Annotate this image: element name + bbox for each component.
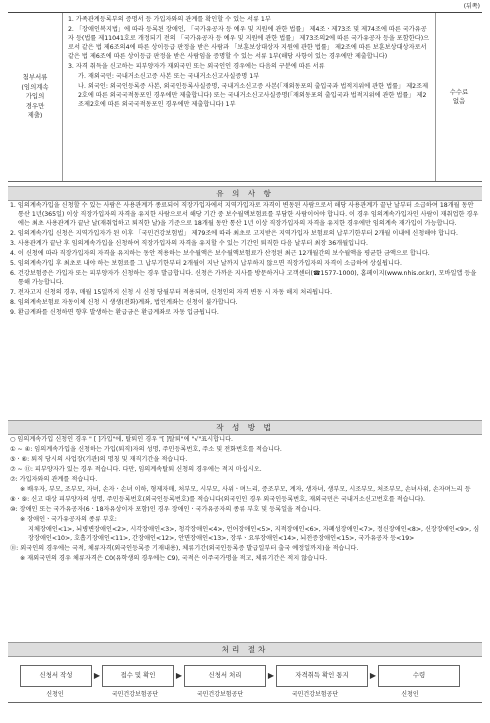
back-page-label: (뒤쪽) <box>463 3 480 10</box>
process-step: 신청서 처리 <box>184 665 266 687</box>
notes-title: 유 의 사 항 <box>8 186 482 201</box>
note-item: 8. 임의계속보험료 자동이체 신청 시 생생(전화)계좌, 법인계좌는 신청이 불가합니다. <box>10 298 238 306</box>
process-flow <box>20 665 470 687</box>
attachment-subitem: 나. 외국인: 외국인등록증 사본, 외국인등록사실증명, 국내거소신고증 사본(「재외동포의 출입국과 법적지위에 관한 법률」 제2조제2호에 따른 외국국적동포인 경우에만 제출합니다) 또는 국내거소신고사실증명(「재외동포의 출입국과 법적지위에 관한 법률」 제2조제2호에 따른 외국국적동포인 경우에만 제출합니다) 1부 <box>78 82 429 108</box>
process-actor: 신청인 <box>46 691 64 698</box>
note-item: 2. 임의계속가입 신청은 지역가입자가 된 이후 「국민건강보험법」 제79조에 따라 최초로 고지받은 지역가입자 보험료의 납부기한부터 2개월 이내에 신청해야 합니다. <box>10 229 459 237</box>
note-item: 3. 사용관계가 끝난 후 임의계속가입을 신청하여 직장가입자의 자격을 유지할 수 있는 기간인 퇴직한 다음 날부터 최장 36개월입니다. <box>10 239 369 247</box>
attachment-item: 1. 가족관계등록부의 증명서 등 가입자와의 관계를 확인할 수 있는 서류 1부 <box>68 16 271 23</box>
bottom-divider <box>8 702 482 703</box>
howto-item: ※ 장애인ㆍ국가유공자의 종류 부호: <box>20 515 117 523</box>
howto-item: ⑦ ~ ⑪: 피부양자가 있는 경우 적습니다. 다만, 임의계속탈퇴 신청의 경우에는 적지 마십시오. <box>10 465 262 473</box>
process-actor: 신청인 <box>401 691 419 698</box>
attachment-item: 2. 「장애인복지법」에 따라 등록된 장애인, 「국가유공자 등 예우 및 지원에 관한 법률」 제4조ㆍ제73조 및 제74조에 따른 국가유공자 등(법률 제11041호로 개정되기 전의 「국가유공자 등 예우 및 지원에 관한 법률」 제73조의2에 따른 국가유공자 등을 포함한다)으로서 같은 법 제6조의4에 따른 상이등급 판정을 받은 사람과 「보훈보상대상자 지원에 관한 법률」 제2조에 따른 보훈보상대상자로서 같은 법 제6조에 따른 상이등급 판정을 받은 사람임을 증명할 수 있는 서류 1부(해당 사항이 있는 경우에만 제출합니다) <box>68 25 430 60</box>
process-step: 자격취득 확인 통지 <box>276 665 368 687</box>
howto-item: ⑤ㆍ⑥: 퇴직 당시의 사업장(기관)의 명칭 및 재직기간을 적습니다. <box>10 455 188 463</box>
process-actor: 국민건강보험공단 <box>111 691 159 698</box>
attachment-subitem: 가. 재외국민: 국내거소신고증 사본 또는 국내거소신고사실증명 1부 <box>78 72 260 80</box>
fee-cell <box>436 13 482 181</box>
howto-item: 지체장애인<1>, 뇌병변장애인<2>, 시각장애인<3>, 청각장애인<4>, 언어장애인<5>, 지적장애인<6>, 자폐성장애인<7>, 정신장애인<8>, 신장장애인<9>, 심장장애인<10>, 호흡기장애인<11>, 간장애인<12>, 안면장애인<13>, 장루ㆍ요루장애인<14>, 뇌전증장애인<15>, 국가유공자 등<19> <box>28 525 480 542</box>
arrow-right-icon: ▶ <box>93 671 101 681</box>
howto-item: ※ 재외국민의 경우 체류자격은 C0(유학생의 경우에는 C9), 국적은 이주국가명을 적고, 체류기간은 적지 않습니다. <box>20 554 328 562</box>
process-title: 처리 절차 <box>8 642 482 657</box>
arrow-right-icon: ▶ <box>175 671 183 681</box>
note-item: 9. 환급계좌를 신청하면 향후 발생하는 환급금은 환급계좌로 자동 입금됩니다. <box>10 308 219 316</box>
howto-item: ※ 배우자, 부모, 조부모, 자녀, 손자ㆍ손녀 이하, 형제자매, 처부모, 시부모, 사위ㆍ며느리, 증조부모, 계자, 생자녀, 생부모, 시조부모, 처조부모, 손녀사위, 손자며느리 등 <box>20 485 471 493</box>
attachment-item: 3. 자격 취득을 신고하는 피부양자가 재외국민 또는 외국인인 경우에는 다음의 구분에 따른 서류 <box>68 62 325 70</box>
attachments-list <box>63 13 436 181</box>
howto-title: 작 성 방 법 <box>8 420 482 435</box>
process-step: 접수 및 확인 <box>102 665 174 687</box>
attachments-label-text: 첨부서류 (임의계속 가입의 경우만 제출) <box>21 72 49 120</box>
howto-item: ⑩: 장애인 또는 국가유공자(6ㆍ18자유상이자 포함)인 경우 장애인ㆍ국가유공자의 종류 부호 및 등록일을 적습니다. <box>10 505 321 513</box>
arrow-right-icon: ▶ <box>267 671 275 681</box>
howto-item: ① ~ ④: 임의계속가입을 신청하는 가입(퇴직)자의 성명, 주민등록번호, 주소 및 전화번호를 적습니다. <box>10 445 282 453</box>
fee-text: 수수료 없음 <box>449 87 469 105</box>
arrow-right-icon: ▶ <box>369 671 377 681</box>
howto-item: ⑦: 가입자와의 관계를 적습니다. <box>10 475 98 483</box>
notes-list <box>8 202 482 319</box>
process-actor: 국민건강보험공단 <box>291 691 339 698</box>
attachments-table <box>8 12 482 182</box>
howto-item: ⑪: 외국인의 경우에는 국적, 체류자격(외국인등록증 기재내용), 체류기간(외국인등록증 발급일부터 출국 예정일까지)을 적습니다. <box>10 544 359 552</box>
note-item: 7. 전자고지 신청의 경우, 매월 15일까지 신청 시 신청 당월부터 적용되며, 신청인의 자격 변동 시 자동 해지 처리됩니다. <box>10 288 333 296</box>
howto-list <box>8 436 482 565</box>
process-actor: 국민건강보험공단 <box>196 691 244 698</box>
attachments-label <box>8 13 63 181</box>
note-item: 4. 이 신청에 따라 직장가입자의 자격을 유지하는 동안 적용하는 보수월액은 보수월액보험료가 산정된 최근 12개월간의 보수월액을 평균한 금액으로 합니다. <box>10 249 430 257</box>
note-item: 6. 건강보험증은 가입자 또는 피부양자가 신청하는 경우 발급합니다. 신청은 가까운 지사를 방문하거나 고객센터(☎1577-1000), 홈페이지(www.nhis.or.kr), 모바일앱 등을 통해 가능합니다. <box>10 269 477 286</box>
howto-item: ○ 임의계속가입 신청인 경우 " [ ]가입"에, 탈퇴인 경우 "[ ]탈퇴"에 "√"표시합니다. <box>10 436 234 443</box>
process-step: 신청서 작성 <box>20 665 92 687</box>
note-item: 1. 임의계속가입을 신청할 수 있는 사람은 사용관계가 종료되어 직장가입자에서 지역가입자로 자격이 변동된 사람으로서 해당 사용관계가 끝난 날부터 소급하여 18개월 동안 통산 1년(365일) 이상 직장가입자의 자격을 유지한 사람으로서 해당 기간 중 보수월액보험료를 부담한 사람이어야 합니다. 이 경우 임의계속가입자인 사람이 재취업한 경우에는 최초 사용관계가 끝난 날(재취업하고 퇴직한 날)을 기준으로 18개월 동안 통산 1년 이상 직장가입자의 자격을 유지한 경우에만 임의계속 재가입이 가능합니다. <box>10 202 479 227</box>
process-step: 수령 <box>378 665 460 687</box>
note-item: 5. 임의계속가입 후 최초로 내야 하는 보험료를 그 납부기한부터 2개월이 지난 날까지 납부하지 않으면 직장가입자의 자격이 소급하여 상실됩니다. <box>10 259 402 267</box>
howto-item: ⑧ㆍ⑨: 신고 대상 피부양자의 성명, 주민등록번호(외국인등록번호)를 적습니다(외국인인 경우 외국인등록번호, 재외국민은 국내거소신고번호를 적습니다). <box>10 495 425 503</box>
